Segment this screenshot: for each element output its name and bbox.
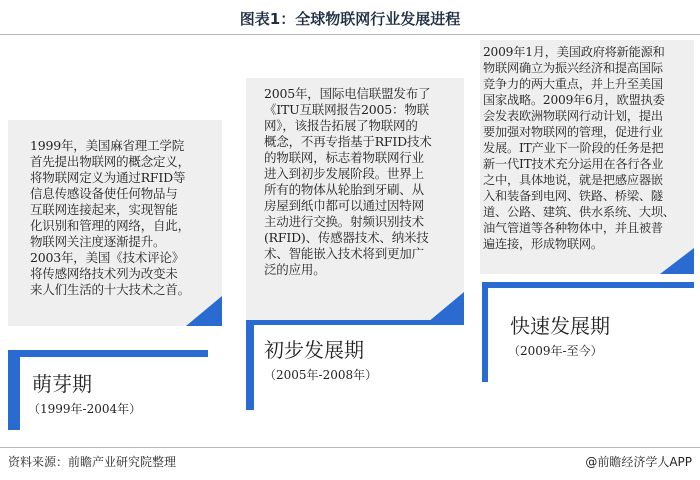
stage-3-corner-triangle [660, 248, 694, 274]
stage-3-line: 会发表欧洲物联网行动计划，提出 [483, 109, 663, 123]
top-divider [0, 34, 700, 35]
stage-3-name: 快速发展期 [510, 314, 610, 338]
stage-3-line: 要加强对物联网的管理，促进行业 [483, 125, 663, 139]
chart-title: 图表1：全球物联网行业发展进程 [239, 10, 461, 28]
stage-1-line: 物联网关注度逐渐提升。 [30, 234, 166, 249]
stage-2-line: 的物联网，标志着物联网行业 [264, 150, 424, 165]
stage-1-line: 信息传感设备使任何物品与 [30, 186, 178, 201]
stage-2-corner-triangle [428, 292, 464, 322]
stage-3-bar-vertical [482, 282, 488, 382]
source-note: 资料来源：前瞻产业研究院整理 [8, 455, 177, 469]
bottom-divider [0, 447, 700, 448]
brand-credit: @前瞻经济学人APP [585, 455, 692, 469]
stage-2-description [264, 86, 454, 278]
stage-3-line: 发展。IT产业下一阶段的任务是把 [483, 141, 664, 155]
stage-1-line: 2003年，美国《技术评论》 [30, 250, 185, 265]
stage-3-bar-horizontal [482, 282, 694, 288]
stage-1-corner-triangle [186, 296, 222, 326]
stage-1-name: 萌芽期 [32, 372, 92, 396]
stage-2-line: 网》，该报告拓展了物联网的 [264, 118, 418, 133]
stage-3-line: 物联网确立为振兴经济和提高国际 [483, 61, 663, 75]
stage-1-description [30, 138, 210, 298]
stage-2-line: 概念，不再专指基于RFID技术 [264, 134, 432, 149]
stage-1-line: 首先提出物联网的概念定义， [30, 154, 190, 169]
stage-2-label-block [246, 320, 464, 410]
stage-3-description [483, 44, 693, 252]
stage-3-line: 入和装备到电网、铁路、桥梁、隧 [483, 189, 663, 203]
stage-2-line: 所有的物体从轮胎到牙刷、从 [264, 182, 424, 197]
stage-2-period: （2005年-2008年） [264, 368, 378, 382]
stage-2-line: 《ITU互联网报告2005：物联 [264, 102, 429, 117]
stage-1-line: 互联网连接起来，实现智能 [30, 202, 178, 217]
stage-3-line: 新一代IT技术充分运用在各行各业 [483, 157, 664, 171]
stage-1-line: 将物联网定义为通过RFID等 [30, 170, 186, 185]
stage-3-description-panel [480, 40, 694, 274]
stage-1-period: （1999年-2004年） [28, 402, 142, 416]
stage-1-line: 1999年，美国麻省理工学院 [30, 138, 185, 153]
stage-2-line: 房屋到纸巾都可以通过因特网 [264, 198, 424, 213]
stage-1-line: 来人们生活的十大技术之首。 [30, 282, 190, 297]
stage-2-bar-horizontal [246, 320, 464, 325]
stage-3-line: 之中，具体地说，就是把感应器嵌 [483, 173, 663, 187]
stage-2-bar-vertical [246, 320, 254, 410]
stage-1-label-block [8, 350, 208, 430]
stage-3-line: 2009年1月，美国政府将新能源和 [483, 45, 665, 59]
stage-3-line: 道、公路、建筑、供水系统、大坝、 [483, 205, 675, 219]
stage-2-line: 进入到初步发展阶段。世界上 [264, 166, 424, 181]
stage-2-line: (RFID)、传感器技术、纳米技 [264, 230, 429, 245]
stage-2-line: 2005年，国际电信联盟发布了 [264, 86, 431, 101]
stage-2-description-panel [246, 78, 464, 322]
stage-2-line: 术、智能嵌入技术将到更加广 [264, 246, 424, 261]
stage-2-line: 泛的应用。 [264, 262, 326, 277]
stage-3-period: （2009年-至今） [508, 344, 603, 358]
stage-3-label-block [482, 282, 694, 382]
stage-1-line: 化识别和管理的网络，自此， [30, 218, 190, 233]
stage-3-line: 遍连接，形成物联网。 [483, 237, 603, 251]
stage-1-bar-horizontal [8, 350, 208, 357]
stage-1-line: 将传感网络技术列为改变未 [30, 266, 178, 281]
stage-2-line: 主动进行交换。射频识别技术 [264, 214, 424, 229]
stage-2-name: 初步发展期 [264, 338, 364, 362]
stage-3-line: 竞争力的两大重点，并上升至美国 [483, 77, 663, 91]
stage-3-line: 油气管道等各种物体中，并且被普 [483, 221, 663, 235]
stage-3-line: 国家战略。2009年6月，欧盟执委 [483, 93, 665, 107]
stage-1-bar-vertical [8, 350, 20, 430]
